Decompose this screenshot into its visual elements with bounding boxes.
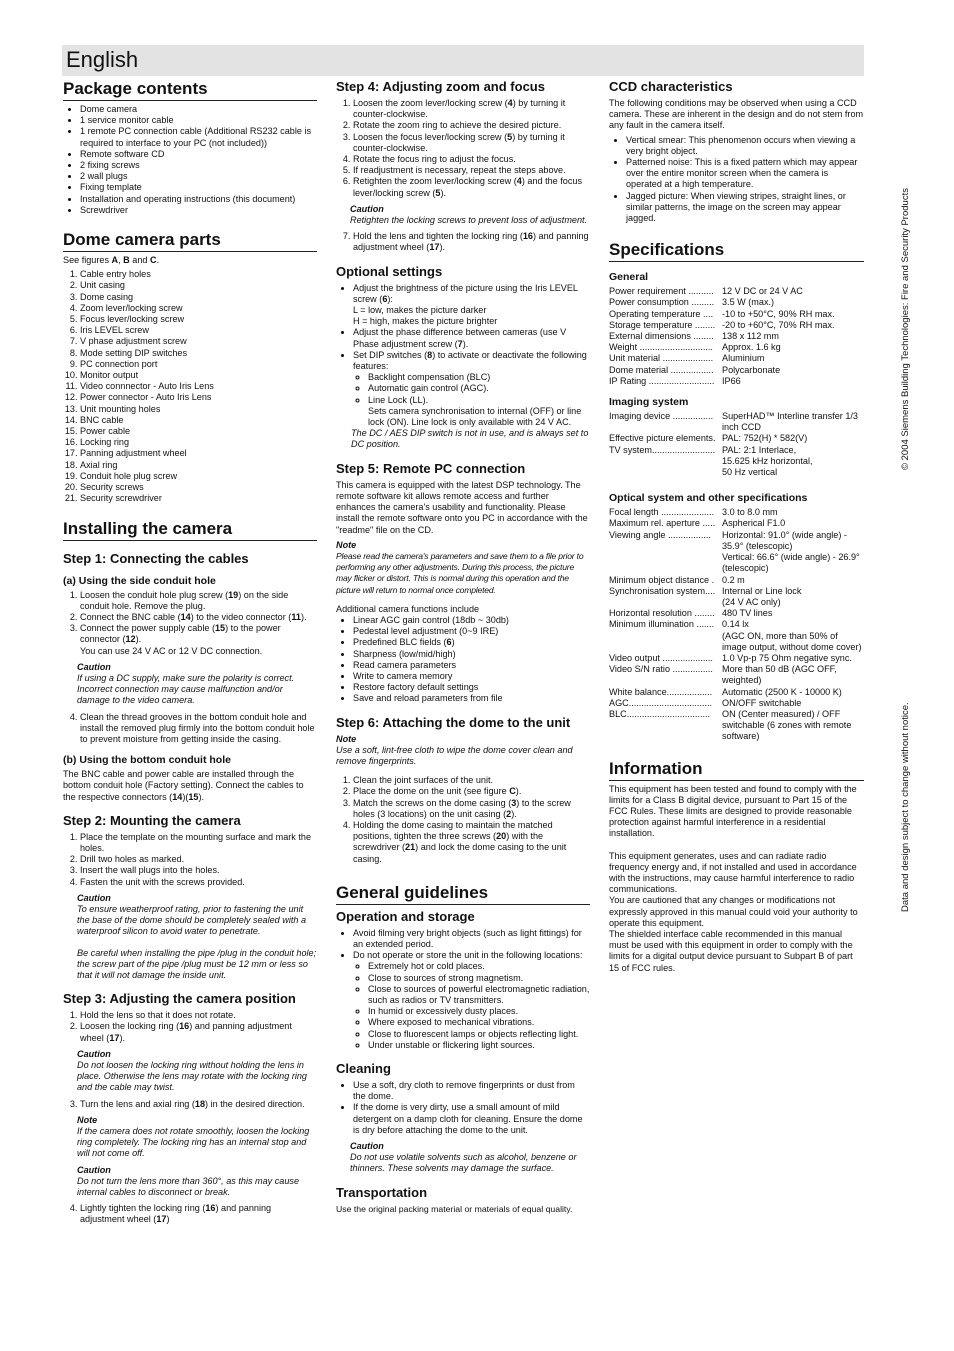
- spec-label: Focal length .....................: [609, 507, 715, 518]
- spec-row: [609, 353, 864, 364]
- list-item: 3. Insert the wall plugs into the holes.: [80, 865, 317, 876]
- list-item: • Set DIP switches (8) to activate or deactivate the following features: ◦ Backlight compensation (BLC) ◦ Automatic gain control (AGC). ◦ Line Lock (LL). Sets camera synchronisation to internal (OFF) or line lock (ON). Line lock is only available with 24 V AC. The DC / AES DIP switch is not in use, and is always set to DC position.: [353, 350, 590, 451]
- step2-heading: Step 2: Mounting the camera: [63, 812, 241, 828]
- parts-intro: See figures A, B and C.: [63, 255, 160, 266]
- spec-value: 1.0 Vp-p 75 Ohm negative sync.: [722, 652, 852, 663]
- step3-list-cont: [63, 1099, 317, 1110]
- caution-label: Caution: [77, 1164, 111, 1175]
- spec-value: 0.2 m: [722, 574, 745, 585]
- information-heading: Information: [609, 759, 864, 781]
- spec-label: BLC.................................: [609, 708, 711, 719]
- caution-block: [77, 1049, 317, 1094]
- spec-value: Horizontal: 91.0° (wide angle) - 35.9° (telescopic) Vertical: 66.6° (wide angle) - 26.9° (telescopic): [722, 529, 860, 574]
- spec-value: PAL: 752(H) * 582(V): [722, 433, 808, 444]
- spec-value: Approx. 1.6 kg: [722, 342, 781, 353]
- note-block: [336, 540, 590, 596]
- package-contents-list: [63, 104, 317, 216]
- part-item: 20. Security screws: [80, 482, 317, 493]
- list-item: • Use a soft, dry cloth to remove fingerprints or dust from the dome.: [353, 1080, 590, 1102]
- list-item: • Linear AGC gain control (18db ~ 30db): [353, 615, 590, 626]
- spec-row: [609, 320, 864, 331]
- spec-label: Horizontal resolution ........: [609, 608, 715, 619]
- list-item: 1. Hold the lens so that it does not rotate.: [80, 1010, 317, 1021]
- spec-label: Weight .............................: [609, 342, 713, 353]
- caution-block: [77, 893, 317, 981]
- part-item: 1. Cable entry holes: [80, 269, 317, 280]
- part-item: 15. Power cable: [80, 426, 317, 437]
- operation-list: [336, 928, 590, 1051]
- spec-value: ON/OFF switchable: [722, 697, 802, 708]
- spec-label: Maximum rel. aperture .....: [609, 518, 716, 529]
- spec-value: 12 V DC or 24 V AC: [722, 286, 803, 297]
- list-item: • Predefined BLC fields (6): [353, 637, 590, 648]
- spec-row: [609, 698, 864, 709]
- list-item: 5. If readjustment is necessary, repeat the steps above.: [353, 165, 590, 176]
- spec-label: Minimum illumination .......: [609, 619, 715, 630]
- installing-heading: Installing the camera: [63, 519, 317, 541]
- spec-value: IP66: [722, 375, 741, 386]
- list-item: 4. Holding the dome casing to maintain the matched positions, tighten the three screws (20) with the screwdriver (21) and lock the dome casing to the unit casing.: [353, 820, 590, 865]
- spec-label: IP Rating ..........................: [609, 375, 715, 386]
- info-paragraph: This equipment has been tested and found to comply with the limits for a Class B digital device, pursuant to Part 15 of the FCC Rules. These limits are designed to provide reasonable protection against harmful interference in a residential installation.: [609, 783, 857, 839]
- ccd-list: [609, 135, 864, 225]
- part-item: 11. Video connnector - Auto Iris Lens: [80, 381, 317, 392]
- spec-value: Aspherical F1.0: [722, 518, 786, 529]
- language-title: English: [66, 47, 139, 72]
- list-item: 6. Retighten the zoom lever/locking screw (4) and the focus lever/locking screw (5).: [353, 176, 590, 198]
- spec-label: External dimensions ........: [609, 331, 714, 342]
- caution-text: Do not turn the lens more than 360°, as this may cause internal cables to disconnect or break.: [77, 1175, 300, 1198]
- spec-value: Polycarbonate: [722, 364, 781, 375]
- list-item: 3. Loosen the focus lever/locking screw (5) by turning it counter-clockwise.: [353, 132, 590, 154]
- part-item: 12. Power connector - Auto Iris Lens: [80, 392, 317, 403]
- spec-label: Minimum object distance .: [609, 574, 715, 585]
- caution-label: Caution: [350, 203, 384, 214]
- functions-list: [336, 615, 590, 705]
- list-item: • Fixing template: [80, 182, 317, 193]
- spec-row: [609, 297, 864, 308]
- spec-row: [609, 376, 864, 387]
- list-item: • 1 remote PC connection cable (Additional RS232 cable is required to interface to your PC (not included)): [80, 126, 317, 148]
- spec-label: Video S/N ratio ................: [609, 664, 713, 675]
- part-item: 7. V phase adjustment screw: [80, 336, 317, 347]
- list-item: • If the dome is very dirty, use a small amount of mild detergent on a damp cloth for cleaning. Ensure the dome is dry before attaching the dome to the unit.: [353, 1102, 590, 1136]
- spec-label: Power consumption .........: [609, 297, 715, 308]
- operation-sublist: [353, 961, 590, 1051]
- list-item: ◦ Backlight compensation (BLC): [368, 372, 590, 383]
- list-item: 2. Connect the BNC cable (14) to the video connector (11).: [80, 612, 317, 623]
- list-item: • Restore factory default settings: [353, 682, 590, 693]
- spec-value: 3.5 W (max.): [722, 297, 775, 308]
- list-item: 4. Lightly tighten the locking ring (16) and panning adjustment wheel (17): [80, 1203, 317, 1225]
- list-item: ◦ Close to fluorescent lamps or objects reflecting light.: [368, 1029, 590, 1040]
- package-contents-heading: Package contents: [63, 79, 317, 101]
- cleaning-list: [336, 1080, 590, 1136]
- list-item: • Read camera parameters: [353, 660, 590, 671]
- dip-note: The DC / AES DIP switch is not in use, and is always set to DC position.: [351, 428, 589, 450]
- spec-value: 138 x 112 mm: [722, 331, 779, 342]
- info-paragraph: The shielded interface cable recommended in this manual must be used with this equipment in order to comply with the limits for a digital output device pursuant to Subpart B of part 15 of FCC rules.: [609, 928, 853, 973]
- list-item: • Installation and operating instructions (this document): [80, 194, 317, 205]
- caution-text: Retighten the locking screws to prevent loss of adjustment.: [350, 215, 588, 226]
- list-item: 1. Loosen the zoom lever/locking screw (4) by turning it counter-clockwise.: [353, 98, 590, 120]
- disclaimer-sidebar: Data and design subject to change without notice.: [900, 702, 911, 912]
- step1a-list-cont: [63, 712, 317, 746]
- side-conduit-heading: (a) Using the side conduit hole: [63, 574, 216, 587]
- note-label: Note: [77, 1114, 98, 1125]
- spec-row: [609, 586, 864, 608]
- list-item: ◦ Line Lock (LL). Sets camera synchronisation to internal (OFF) or line lock (ON). Line lock is only available with 24 V AC.: [368, 395, 590, 429]
- spec-row: [609, 709, 864, 743]
- optical-heading: Optical system and other specifications: [609, 492, 808, 505]
- caution-block: [350, 204, 590, 226]
- spec-value: More than 50 dB (AGC OFF, weighted): [722, 664, 837, 686]
- operation-heading: Operation and storage: [336, 908, 475, 924]
- list-item: 3. Turn the lens and axial ring (18) in the desired direction.: [80, 1099, 317, 1110]
- spec-label: Dome material .................: [609, 364, 714, 375]
- spec-value: ON (Center measured) / OFF switchable (6 zones with remote software): [722, 708, 852, 742]
- spec-row: [609, 507, 864, 518]
- note-block: [77, 1115, 317, 1160]
- spec-row: [609, 411, 864, 433]
- spec-value: Aluminium: [722, 353, 765, 364]
- spec-value: Internal or Line lock (24 V AC only): [722, 585, 802, 607]
- list-item: • Adjust the phase difference between cameras (use V Phase adjustment screw (7).: [353, 327, 590, 349]
- spec-value: -20 to +60°C, 70% RH max.: [722, 319, 835, 330]
- part-item: 21. Security screwdriver: [80, 493, 317, 504]
- part-item: 2. Unit casing: [80, 280, 317, 291]
- spec-row: [609, 342, 864, 353]
- caution-text: Be careful when installing the pipe /plug in the conduit hole; the screw part of the pipe /plug must be 12 mm or less so that it will not damage the inside unit.: [77, 947, 317, 980]
- spec-value: 0.14 lx (AGC ON, more than 50% of image output, without dome cover): [722, 619, 862, 652]
- spec-label: Imaging device ................: [609, 411, 714, 422]
- info-paragraph: You are cautioned that any changes or modifications not expressly approved in this manual could void your authority to operate this equipment.: [609, 895, 858, 928]
- guidelines-heading: General guidelines: [336, 883, 590, 905]
- functions-intro: Additional camera functions include: [336, 603, 480, 614]
- list-item: • Patterned noise: This is a fixed pattern which may appear over the entire monitor screen when the camera is operated at a high temperature.: [626, 157, 864, 191]
- list-item: 1. Loosen the conduit hole plug screw (19) on the side conduit hole. Remove the plug.: [80, 590, 317, 612]
- spec-value: 480 TV lines: [722, 608, 773, 619]
- column-middle: [336, 79, 590, 1218]
- list-item: ◦ Automatic gain control (AGC).: [368, 383, 590, 394]
- spec-row: [609, 331, 864, 342]
- spec-label: Viewing angle .................: [609, 529, 711, 540]
- list-item: 1. Clean the joint surfaces of the unit.: [353, 775, 590, 786]
- part-item: 6. Iris LEVEL screw: [80, 325, 317, 336]
- spec-value: PAL: 2:1 Interlace, 15.625 kHz horizontal, 50 Hz vertical: [722, 444, 813, 478]
- spec-value: Automatic (2500 K - 10000 K): [722, 686, 842, 697]
- list-item: ◦ Under unstable or flickering light sources.: [368, 1040, 590, 1051]
- step6-list: [336, 775, 590, 865]
- bottom-conduit-heading: (b) Using the bottom conduit hole: [63, 754, 231, 767]
- spec-row: [609, 445, 864, 479]
- part-item: 19. Conduit hole plug screw: [80, 471, 317, 482]
- part-item: 16. Locking ring: [80, 437, 317, 448]
- part-item: 8. Mode setting DIP switches: [80, 348, 317, 359]
- list-item: 1. Place the template on the mounting surface and mark the holes.: [80, 832, 317, 854]
- list-item: • Remote software CD: [80, 149, 317, 160]
- spec-row: [609, 653, 864, 664]
- list-item: 2. Drill two holes as marked.: [80, 854, 317, 865]
- transportation-text: Use the original packing material or materials of equal quality.: [336, 1203, 573, 1214]
- step4-heading: Step 4: Adjusting zoom and focus: [336, 79, 545, 94]
- spec-row: [609, 518, 864, 529]
- imaging-heading: Imaging system: [609, 396, 689, 409]
- caution-label: Caution: [77, 892, 111, 903]
- note-text: Please read the camera's parameters and save them to a file prior to performing any other adjustments. During this process, the picture may flicker or distort. This is normal during this operation and the picture will return to normal once completed.: [336, 550, 584, 595]
- step5-text: This camera is equipped with the latest DSP technology. The remote software kit allows remote access and further enhances the camera's usability and functionality. Please install the remote software onto you PC in accordance with the "readme" file on the CD.: [336, 479, 588, 535]
- step4-list: [336, 98, 590, 199]
- spec-row: [609, 530, 864, 575]
- optional-settings-heading: Optional settings: [336, 263, 443, 279]
- list-item: • Pedestal level adjustment (0~9 IRE): [353, 626, 590, 637]
- caution-block: [77, 1165, 317, 1199]
- spec-label: Power requirement ..........: [609, 286, 714, 297]
- note-text: If the camera does not rotate smoothly, loosen the locking ring completely. The locking ring has an internal stop and will not come off.: [77, 1126, 310, 1159]
- list-item: ◦ Extremely hot or cold places.: [368, 961, 590, 972]
- part-item: 10. Monitor output: [80, 370, 317, 381]
- transportation-heading: Transportation: [336, 1184, 428, 1200]
- spec-row: [609, 309, 864, 320]
- caution-label: Caution: [77, 661, 111, 672]
- list-item: • Jagged picture: When viewing stripes, straight lines, or similar patterns, the image on the screen may appear jagged.: [626, 191, 864, 225]
- list-item: • Sharpness (low/mid/high): [353, 649, 590, 660]
- list-item: 3. Connect the power supply cable (15) to the power connector (12). You can use 24 V AC or 12 V DC connection.: [80, 623, 317, 657]
- spec-row: [609, 664, 864, 686]
- caution-text: Do not use volatile solvents such as alcohol, benzene or thinners. These solvents may damage the surface.: [350, 1152, 577, 1174]
- column-left: [63, 79, 317, 1229]
- spec-row: [609, 575, 864, 586]
- language-banner: [62, 45, 864, 76]
- spec-label: Unit material ....................: [609, 353, 714, 364]
- list-item: 7. Hold the lens and tighten the locking ring (16) and panning adjustment wheel (17).: [353, 231, 590, 253]
- caution-label: Caution: [350, 1141, 384, 1152]
- note-block: [336, 734, 590, 768]
- column-right: [609, 79, 864, 974]
- list-item: ◦ Where exposed to mechanical vibrations.: [368, 1017, 590, 1028]
- step3-list: [63, 1010, 317, 1044]
- list-item: ◦ Close to sources of powerful electromagnetic radiation, such as radios or TV transmitters.: [368, 984, 590, 1006]
- imaging-spec-table: [609, 411, 864, 478]
- info-paragraph: This equipment generates, uses and can radiate radio frequency energy and, if not installed and used in accordance with the instructions, may cause harmful interference to radio communications.: [609, 850, 857, 895]
- parts-list: [63, 269, 317, 504]
- caution-text: To ensure weatherproof rating, prior to fastening the unit the base of the dome should be completely sealed with a waterproof silicon to avoid water to penetrate.: [77, 903, 307, 937]
- list-item: ◦ Close to sources of strong magnetism.: [368, 973, 590, 984]
- caution-text: Do not loosen the locking ring without holding the lens in place. Otherwise the lens may rotate with the locking ring and the cable may twist.: [77, 1060, 307, 1093]
- step2-list: [63, 832, 317, 888]
- spec-label: Effective picture elements.: [609, 433, 716, 444]
- part-item: 14. BNC cable: [80, 415, 317, 426]
- step4-list-cont: [336, 231, 590, 253]
- spec-value: -10 to +50°C, 90% RH max.: [722, 308, 835, 319]
- list-item: • 2 wall plugs: [80, 171, 317, 182]
- part-item: 17. Panning adjustment wheel: [80, 448, 317, 459]
- step3-list-end: [63, 1203, 317, 1225]
- bottom-conduit-text: The BNC cable and power cable are installed through the bottom conduit hole (Factory setting). Connect the cables to the respective connectors (14)(15).: [63, 769, 304, 802]
- spec-label: Operating temperature ....: [609, 308, 714, 319]
- list-item: 2. Loosen the locking ring (16) and panning adjustment wheel (17).: [80, 1021, 317, 1043]
- list-item: 2. Place the dome on the unit (see figure C).: [353, 786, 590, 797]
- list-item: 4. Rotate the focus ring to adjust the focus.: [353, 154, 590, 165]
- note-label: Note: [336, 539, 357, 550]
- list-item: ◦ In humid or excessively dusty places.: [368, 1006, 590, 1017]
- cleaning-heading: Cleaning: [336, 1061, 391, 1077]
- spec-label: White balance..................: [609, 686, 713, 697]
- spec-label: Synchronisation system....: [609, 585, 716, 596]
- list-item: • Screwdriver: [80, 205, 317, 216]
- optical-spec-table: [609, 507, 864, 742]
- spec-row: [609, 286, 864, 297]
- spec-value: SuperHAD™ Interline transfer 1/3 inch CCD: [722, 411, 858, 433]
- part-item: 9. PC connection port: [80, 359, 317, 370]
- copyright-sidebar: © 2004 Siemens Building Technologies: Fire and Security Products: [900, 188, 911, 470]
- list-item: • Avoid filming very bright objects (such as light fittings) for an extended period.: [353, 928, 590, 950]
- spec-label: Storage temperature ........: [609, 319, 716, 330]
- ccd-intro: The following conditions may be observed when using a CCD camera. These are inherent in the design and do not stem from any fault in the camera itself.: [609, 98, 864, 131]
- list-item: • Save and reload parameters from file: [353, 693, 590, 704]
- spec-row: [609, 608, 864, 619]
- spec-row: [609, 433, 864, 444]
- dip-sublist: [353, 372, 590, 428]
- part-item: 3. Dome casing: [80, 292, 317, 303]
- caution-text: If using a DC supply, make sure the polarity is correct. Incorrect connection may cause malfunction and/or damage to the video camera.: [77, 672, 295, 706]
- specifications-heading: Specifications: [609, 240, 864, 262]
- spec-value: 3.0 to 8.0 mm: [722, 507, 778, 518]
- general-spec-table: [609, 286, 864, 387]
- list-item: • Dome camera: [80, 104, 317, 115]
- ccd-heading: CCD characteristics: [609, 79, 733, 94]
- list-item: • 1 service monitor cable: [80, 115, 317, 126]
- list-item: • Vertical smear: This phenomenon occurs when viewing a very bright object.: [626, 135, 864, 157]
- list-item: 3. Match the screws on the dome casing (3) to the screw holes (3 locations) on the unit casing (2).: [353, 798, 590, 820]
- part-item: 13. Unit mounting holes: [80, 404, 317, 415]
- step5-heading: Step 5: Remote PC connection: [336, 460, 526, 476]
- note-text: Use a soft, lint-free cloth to wipe the dome cover clean and remove fingerprints.: [336, 744, 573, 766]
- spec-label: Video output ....................: [609, 652, 713, 663]
- caution-block: [77, 662, 317, 707]
- step1a-list: [63, 590, 317, 657]
- list-item: • 2 fixing screws: [80, 160, 317, 171]
- spec-label: TV system.........................: [609, 444, 716, 455]
- spec-row: [609, 365, 864, 376]
- part-item: 18. Axial ring: [80, 460, 317, 471]
- spec-row: [609, 619, 864, 653]
- list-item: • Write to camera memory: [353, 671, 590, 682]
- note-label: Note: [336, 733, 357, 744]
- step6-heading: Step 6: Attaching the dome to the unit: [336, 714, 571, 730]
- optional-settings-list: [336, 283, 590, 451]
- step1-heading: Step 1: Connecting the cables: [63, 550, 249, 566]
- caution-label: Caution: [77, 1048, 111, 1059]
- list-item: • Do not operate or store the unit in the following locations: ◦ Extremely hot or cold places. ◦ Close to sources of strong magnetism. ◦ Close to sources of powerful electromagnetic radiation, such as radios or TV transmitters. ◦ In humid or excessively dusty places. ◦ Where exposed to mechanical vibrations. ◦ Close to fluorescent lamps or objects reflecting light. ◦ Under unstable or flickering light sources.: [353, 950, 590, 1051]
- dome-parts-heading: Dome camera parts: [63, 230, 317, 252]
- list-item: • Adjust the brightness of the picture using the Iris LEVEL screw (6): L = low, makes the picture darker H = high, makes the picture brighter: [353, 283, 590, 328]
- list-item: 4. Fasten the unit with the screws provided.: [80, 877, 317, 888]
- spec-row: [609, 687, 864, 698]
- caution-block: [350, 1141, 590, 1175]
- list-item: 4. Clean the thread grooves in the bottom conduit hole and install the removed plug firmly into the bottom conduit hole to prevent moisture from getting inside the casing.: [80, 712, 317, 746]
- step3-heading: Step 3: Adjusting the camera position: [63, 991, 296, 1007]
- list-item: 2. Rotate the zoom ring to achieve the desired picture.: [353, 120, 590, 131]
- spec-label: AGC.................................: [609, 697, 713, 708]
- part-item: 4. Zoom lever/locking screw: [80, 303, 317, 314]
- part-item: 5. Focus lever/locking screw: [80, 314, 317, 325]
- general-heading: General: [609, 271, 649, 284]
